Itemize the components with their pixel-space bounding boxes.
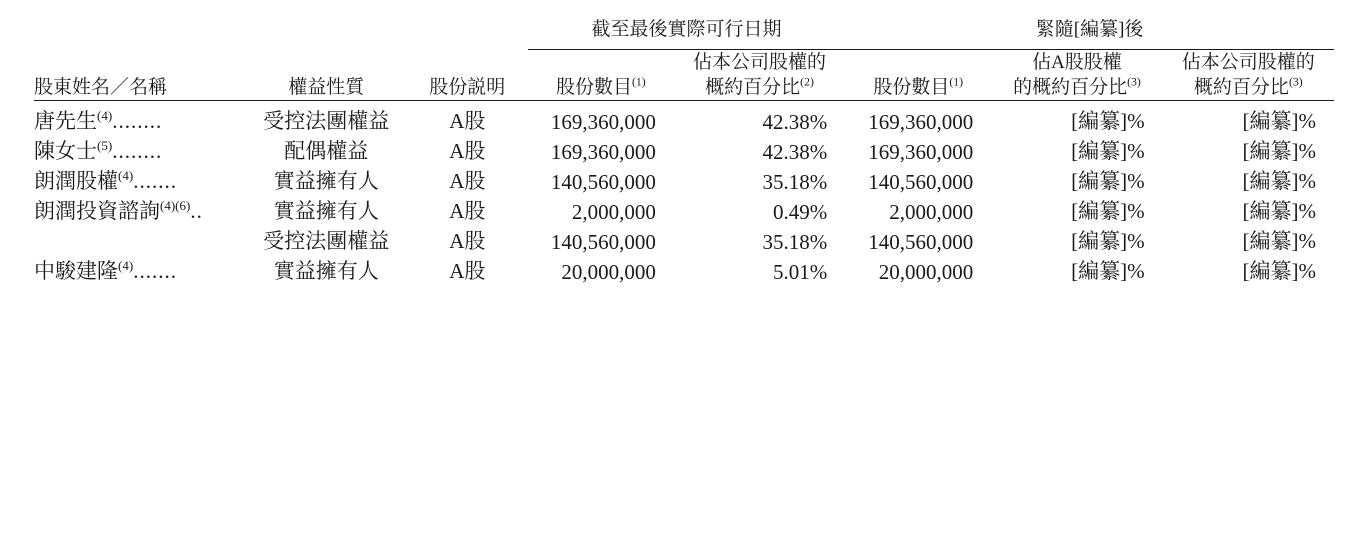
cell-pct-company-1: 42.38% — [762, 140, 828, 165]
shareholder-name-note: (4) — [118, 258, 134, 274]
cell-nature: 受控法團權益 — [263, 229, 390, 254]
cell-pct-a-shares: [編纂]% — [1071, 259, 1145, 284]
col-header-nature-of-interest: 權益性質 — [246, 50, 407, 101]
shareholder-name-text: 陳女士 — [34, 139, 97, 164]
table-row — [34, 225, 1334, 255]
table-group-header-row — [34, 14, 1334, 50]
table-row — [34, 195, 1334, 225]
cell-nature: 實益擁有人 — [273, 259, 379, 284]
cell-num-shares-2: 2,000,000 — [889, 200, 974, 225]
col-header-num-shares-1-text: 股份數目 — [555, 77, 632, 99]
cell-num-shares-2: 169,360,000 — [868, 140, 974, 165]
table-row — [34, 135, 1334, 165]
document-page — [0, 14, 1364, 538]
cell-pct-company-1: 35.18% — [762, 230, 828, 255]
shareholder-name-text: 朗潤股權 — [34, 169, 118, 194]
col-header-pct-company-1-note: (2) — [800, 75, 814, 89]
cell-share-class: A股 — [449, 139, 486, 164]
cell-num-shares-1: 140,560,000 — [550, 230, 656, 255]
leader-dots: .. — [190, 199, 203, 224]
col-header-pct-a-shares-line2: 的概約百分比 — [1013, 77, 1128, 99]
cell-num-shares-1: 169,360,000 — [550, 140, 656, 165]
col-header-share-class: 股份説明 — [407, 50, 528, 101]
cell-shareholder-name — [34, 135, 246, 165]
col-header-pct-company-2-note: (3) — [1288, 75, 1303, 89]
col-header-num-shares-2-note: (1) — [949, 75, 964, 89]
shareholder-name-text: 中駿建隆 — [34, 259, 118, 284]
cell-nature: 實益擁有人 — [273, 199, 379, 224]
shareholder-name-note: (5) — [97, 138, 113, 154]
col-header-pct-company-2 — [1163, 50, 1334, 101]
cell-pct-company-1: 35.18% — [762, 170, 828, 195]
cell-share-class: A股 — [449, 199, 486, 224]
table-row — [34, 105, 1334, 135]
shareholder-name-note: (4) — [97, 108, 113, 124]
cell-pct-a-shares: [編纂]% — [1071, 109, 1145, 134]
col-header-shareholder-name: 股東姓名／名稱 — [34, 50, 246, 101]
leader-dots: ........ — [112, 139, 163, 164]
col-header-num-shares-2-text: 股份數目 — [873, 77, 950, 99]
cell-pct-company-1: 0.49% — [772, 200, 828, 225]
cell-pct-company-2: [編纂]% — [1242, 139, 1316, 164]
table-column-header-row — [34, 50, 1334, 101]
cell-shareholder-name — [34, 165, 246, 195]
table-row — [34, 165, 1334, 195]
leader-dots: ....... — [133, 259, 177, 284]
cell-share-class: A股 — [449, 109, 486, 134]
cell-pct-a-shares: [編纂]% — [1071, 229, 1145, 254]
cell-share-class: A股 — [449, 169, 486, 194]
cell-pct-company-1: 42.38% — [762, 110, 828, 135]
col-header-pct-company-1-line2: 概約百分比 — [705, 77, 801, 99]
group-header-after-listing: 緊隨[編纂]後 — [845, 14, 1334, 50]
leader-dots: ....... — [133, 169, 177, 194]
cell-share-class: A股 — [449, 259, 486, 284]
cell-nature: 受控法團權益 — [263, 109, 390, 134]
shareholder-name-text: 朗潤投資諮詢 — [34, 199, 160, 224]
cell-shareholder-name — [34, 225, 246, 255]
cell-shareholder-name — [34, 195, 246, 225]
col-header-pct-a-shares-line1: 佔A股股權 — [1032, 52, 1122, 73]
cell-nature: 實益擁有人 — [273, 169, 379, 194]
cell-pct-company-2: [編纂]% — [1242, 169, 1316, 194]
cell-num-shares-1: 140,560,000 — [550, 170, 656, 195]
col-header-number-of-shares-2 — [845, 50, 991, 101]
cell-num-shares-2: 20,000,000 — [878, 260, 974, 285]
cell-pct-company-2: [編纂]% — [1242, 229, 1316, 254]
shareholding-table — [34, 14, 1334, 285]
table-row — [34, 255, 1334, 285]
shareholder-name-note: (4) — [118, 168, 134, 184]
group-header-blank-name — [34, 14, 246, 50]
cell-num-shares-1: 169,360,000 — [550, 110, 656, 135]
col-header-pct-company-1 — [674, 50, 845, 101]
col-header-pct-company-2-line2: 概約百分比 — [1193, 77, 1289, 99]
col-header-pct-company-2-line1: 佔本公司股權的 — [1181, 52, 1315, 73]
cell-num-shares-1: 2,000,000 — [571, 200, 656, 225]
cell-num-shares-2: 140,560,000 — [868, 230, 974, 255]
cell-num-shares-2: 140,560,000 — [868, 170, 974, 195]
cell-pct-company-2: [編纂]% — [1242, 259, 1316, 284]
cell-pct-company-1: 5.01% — [772, 260, 828, 285]
cell-share-class: A股 — [449, 229, 486, 254]
cell-num-shares-2: 169,360,000 — [868, 110, 974, 135]
cell-shareholder-name — [34, 105, 246, 135]
cell-num-shares-1: 20,000,000 — [561, 260, 656, 285]
cell-shareholder-name — [34, 255, 246, 285]
group-header-blank-class — [407, 14, 528, 50]
cell-pct-company-2: [編纂]% — [1242, 109, 1316, 134]
cell-nature: 配偶權益 — [284, 139, 369, 164]
col-header-num-shares-1-note: (1) — [631, 75, 646, 89]
col-header-number-of-shares-1 — [528, 50, 674, 101]
cell-pct-a-shares: [編纂]% — [1071, 139, 1145, 164]
leader-dots: ........ — [112, 109, 163, 134]
cell-pct-a-shares: [編纂]% — [1071, 199, 1145, 224]
shareholder-name-text: 唐先生 — [34, 109, 97, 134]
cell-pct-a-shares: [編纂]% — [1071, 169, 1145, 194]
col-header-pct-a-shares — [991, 50, 1162, 101]
group-header-as-of-date: 截至最後實際可行日期 — [528, 14, 845, 50]
col-header-pct-company-1-line1: 佔本公司股權的 — [693, 52, 827, 73]
cell-pct-company-2: [編纂]% — [1242, 199, 1316, 224]
group-header-blank-nature — [246, 14, 407, 50]
shareholder-name-note: (4)(6) — [160, 198, 191, 214]
col-header-pct-a-shares-note: (3) — [1127, 75, 1141, 89]
